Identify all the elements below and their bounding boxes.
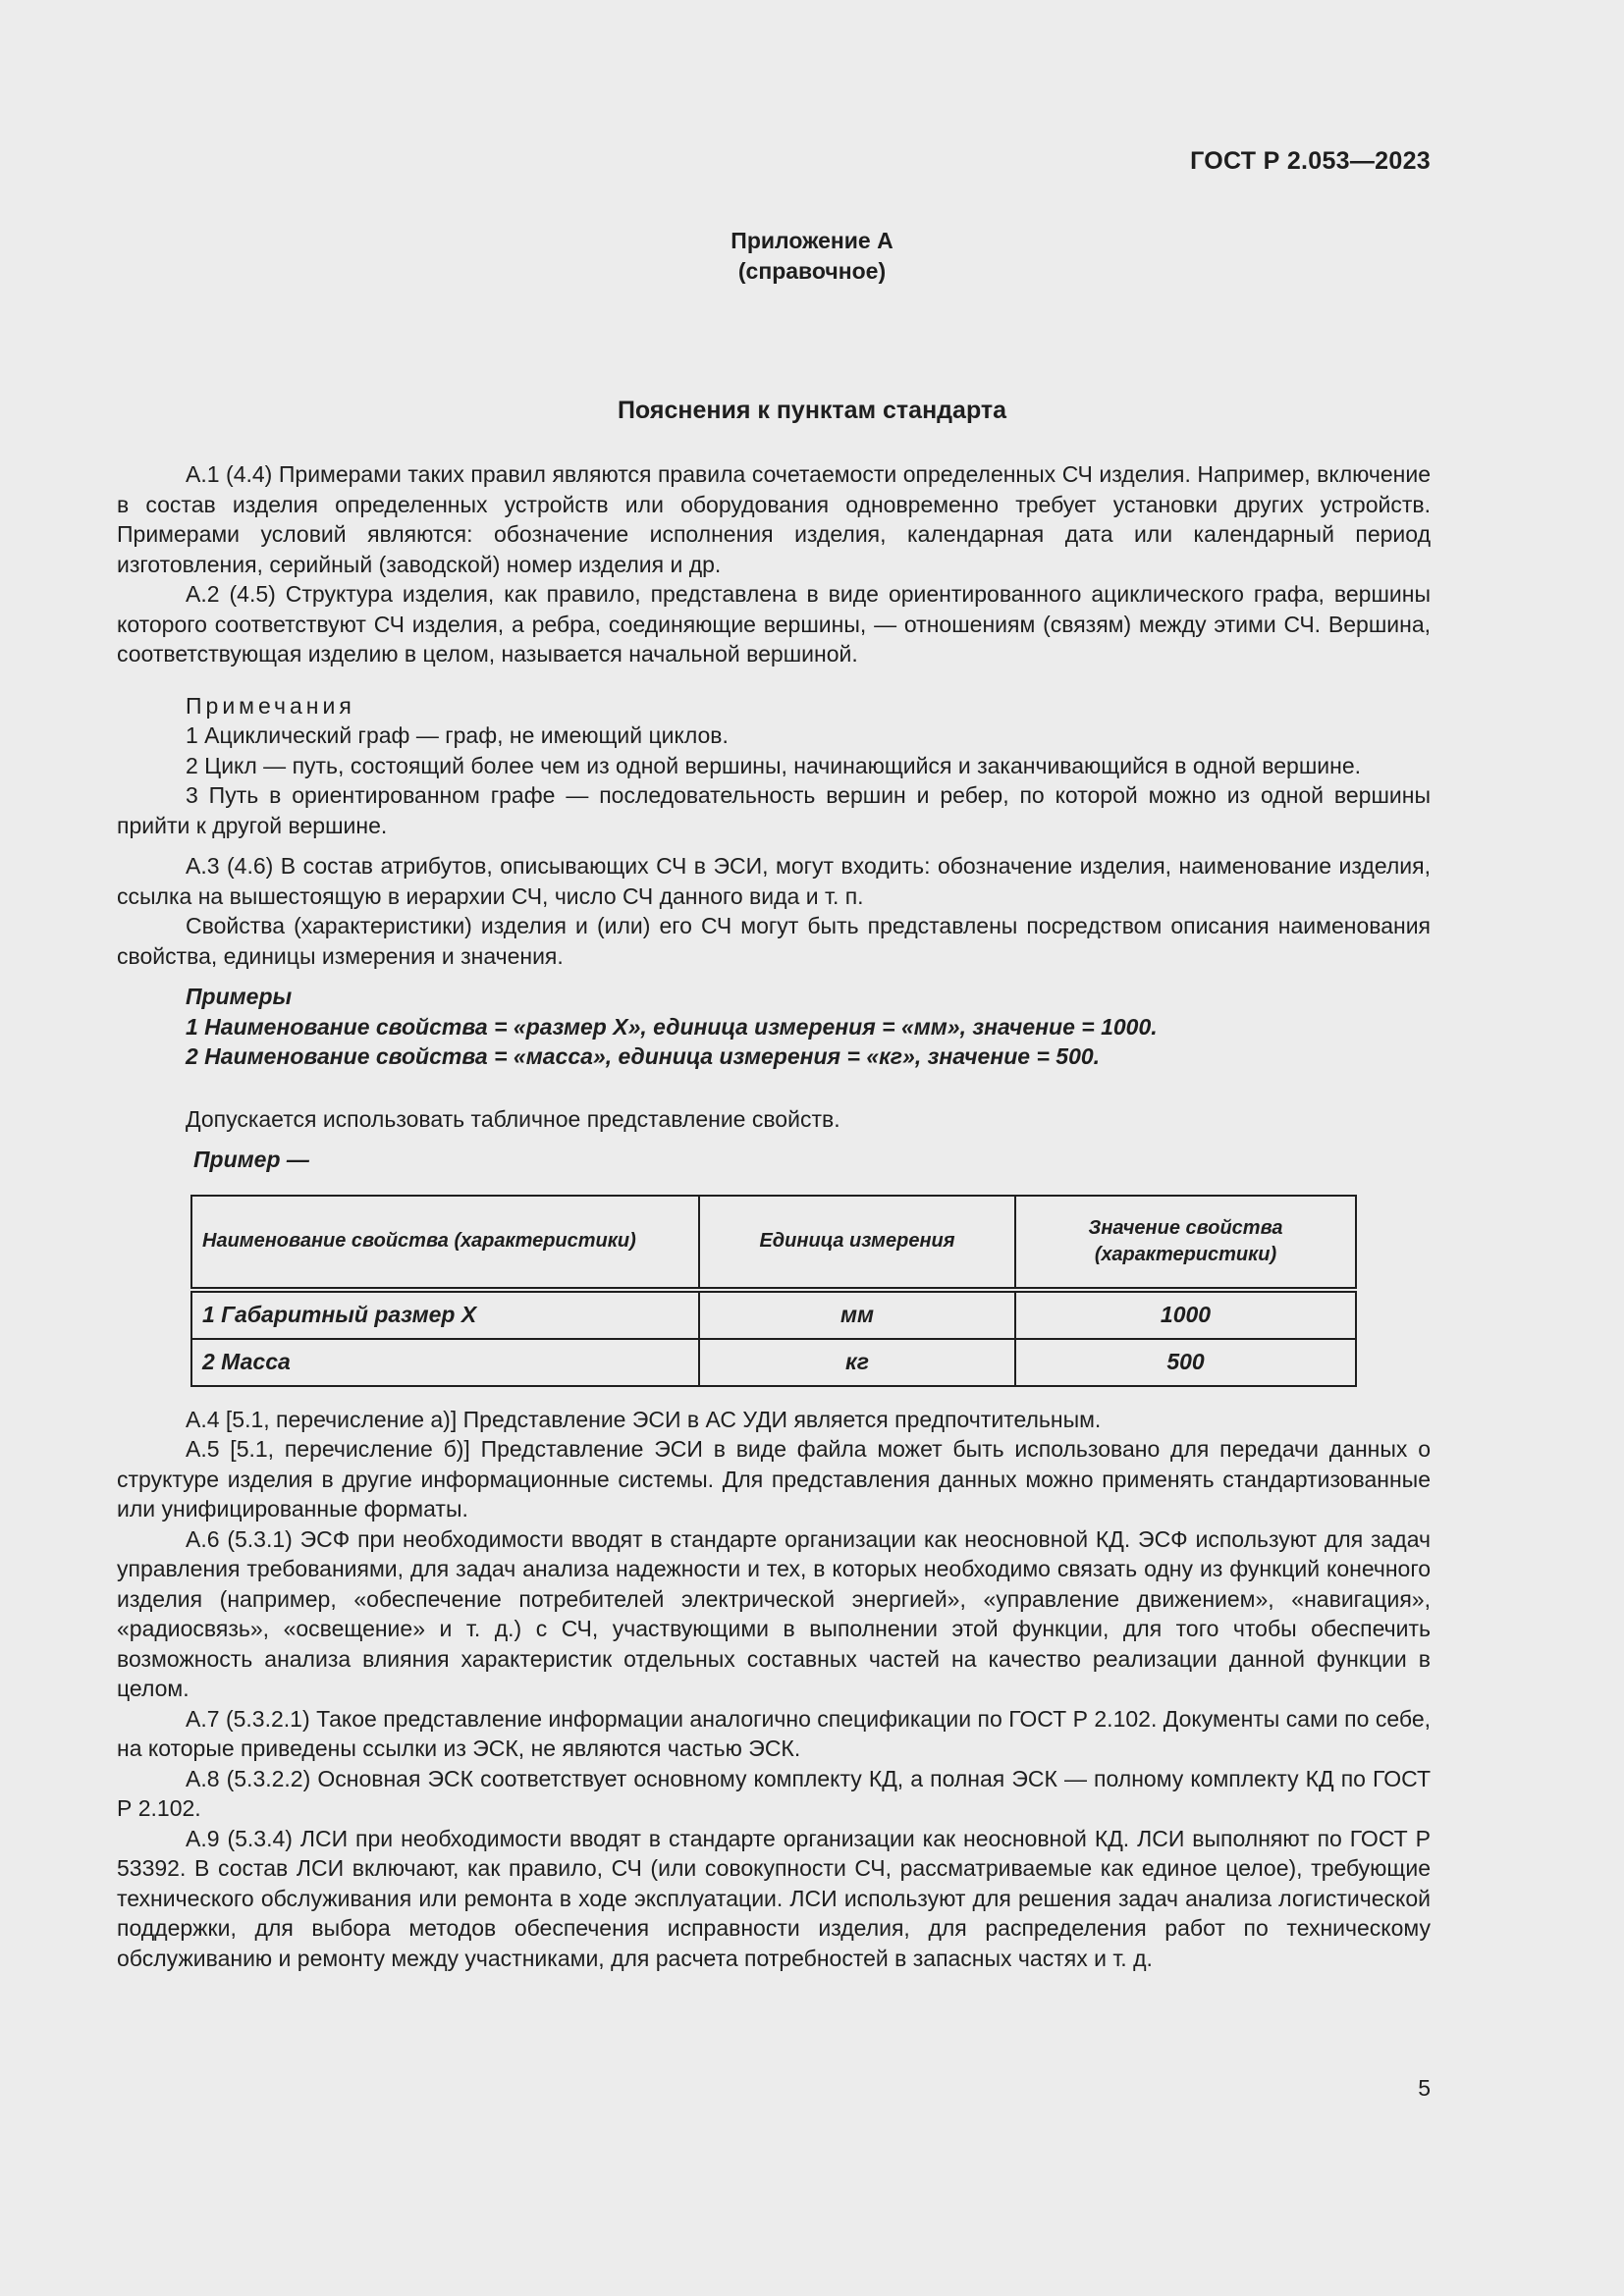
- properties-table: [190, 1195, 1357, 1387]
- examples-block: [186, 982, 1431, 1072]
- paragraph-a6: А.6 (5.3.1) ЭСФ при необходимости вводят в стандарте организации как неосновной КД. ЭСФ используют для задач управления требованиями, для задач анализа надежности и тех, в которых необходимо связать одну из функций конечного изделия (например, «обеспечение потребителей электрической энергией», «управление движением», «навигация», «радиосвязь», «освещение» и т. д.) с СЧ, участвующими в выполнении этой функции, для того чтобы обеспечить возможность анализа влияния характеристик отдельных составных частей на качество реализации данной функции в целом.: [117, 1525, 1431, 1701]
- table-header-value: Значение свойства (характеристики): [1015, 1196, 1356, 1290]
- example-2: 2 Наименование свойства = «масса», единица измерения = «кг», значение = 500.: [186, 1043, 1101, 1069]
- document-body: [117, 459, 1431, 1973]
- paragraph-a4: А.4 [5.1, перечисление а)] Представление ЭСИ в АС УДИ является предпочтительным.: [186, 1406, 1102, 1432]
- appendix-heading: [0, 226, 1624, 287]
- table-cell-value: 1000: [1015, 1290, 1356, 1339]
- table-cell-unit: мм: [699, 1290, 1015, 1339]
- paragraph-a7: А.7 (5.3.2.1) Такое представление информации аналогично спецификации по ГОСТ Р 2.102. Документы сами по себе, на которые приведены ссылки из ЭСК, не являются частью ЭСК.: [117, 1705, 1431, 1761]
- section-title: Пояснения к пунктам стандарта: [617, 397, 1007, 424]
- table-cell-name: 1 Габаритный размер X: [191, 1290, 699, 1339]
- document-code: ГОСТ Р 2.053—2023: [1190, 147, 1431, 175]
- paragraph-a3: А.3 (4.6) В состав атрибутов, описывающих СЧ в ЭСИ, могут входить: обозначение изделия, наименование изделия, ссылка на вышестоящую в иерархии СЧ, число СЧ данного вида и т. п.: [117, 853, 1431, 909]
- table-row: [191, 1290, 1356, 1339]
- table-cell-unit: кг: [699, 1339, 1015, 1386]
- table-header-unit: Единица измерения: [699, 1196, 1015, 1290]
- appendix-title: Приложение А: [731, 228, 893, 253]
- paragraph-a1: А.1 (4.4) Примерами таких правил являются правила сочетаемости определенных СЧ изделия. Например, включение в состав изделия определенных устройств или оборудования одновременно требует установки других устройств. Примерами условий являются: обозначение исполнения изделия, календарная дата или календарный период изготовления, серийный (заводской) номер изделия и др.: [117, 461, 1431, 577]
- note-2: 2 Цикл — путь, состоящий более чем из одной вершины, начинающийся и заканчивающийся в одной вершине.: [186, 752, 1362, 778]
- note-1: 1 Ациклический граф — граф, не имеющий циклов.: [186, 722, 729, 748]
- paragraph-a5: А.5 [5.1, перечисление б)] Представление ЭСИ в виде файла может быть использовано для передачи данных о структуре изделия в другие информационные системы. Для представления данных можно применять стандартизованные или унифицированные форматы.: [117, 1436, 1431, 1522]
- notes-heading: Примечания: [186, 692, 355, 719]
- table-cell-name: 2 Масса: [191, 1339, 699, 1386]
- paragraph-a9: А.9 (5.3.4) ЛСИ при необходимости вводят в стандарте организации как неосновной КД. ЛСИ выполняют по ГОСТ Р 53392. В состав ЛСИ включают, как правило, СЧ (или совокупности СЧ, рассматриваемые как единое целое), требующие технического обслуживания или ремонта в ходе эксплуатации. ЛСИ используют для решения задач анализа логистической поддержки, для выбора методов обеспечения исправности изделия, для распределения работ по техническому обслуживанию и ремонту между участниками, для расчета потребностей в запасных частях и т. д.: [117, 1825, 1431, 1971]
- properties-table-wrap: [190, 1195, 1357, 1387]
- note-3: 3 Путь в ориентированном графе — последовательность вершин и ребер, по которой можно из одной вершины прийти к другой вершине.: [117, 782, 1431, 838]
- table-header-name: Наименование свойства (характеристики): [191, 1196, 699, 1290]
- table-header-row: [191, 1196, 1356, 1290]
- appendix-subtitle: (справочное): [737, 258, 887, 284]
- examples-heading: Примеры: [186, 984, 293, 1009]
- page-number: 5: [1418, 2075, 1431, 2101]
- paragraph-a8: А.8 (5.3.2.2) Основная ЭСК соответствует основному комплекту КД, а полная ЭСК — полному комплекту КД по ГОСТ Р 2.102.: [117, 1765, 1431, 1821]
- example-1: 1 Наименование свойства = «размер X», единица измерения = «мм», значение = 1000.: [186, 1013, 1158, 1040]
- paragraph-a3-properties: Свойства (характеристики) изделия и (или) его СЧ могут быть представлены посредством описания наименования свойства, единицы измерения и значения.: [117, 913, 1431, 969]
- table-allowed-text: Допускается использовать табличное представление свойств.: [186, 1105, 840, 1132]
- example-label: Пример —: [193, 1147, 309, 1172]
- paragraph-a2: А.2 (4.5) Структура изделия, как правило, представлена в виде ориентированного ациклического графа, вершины которого соответствуют СЧ изделия, а ребра, соединяющие вершины, — отношениям (связям) между этими СЧ. Вершина, соответствующая изделию в целом, называется начальной вершиной.: [117, 581, 1431, 667]
- table-cell-value: 500: [1015, 1339, 1356, 1386]
- table-row: [191, 1339, 1356, 1386]
